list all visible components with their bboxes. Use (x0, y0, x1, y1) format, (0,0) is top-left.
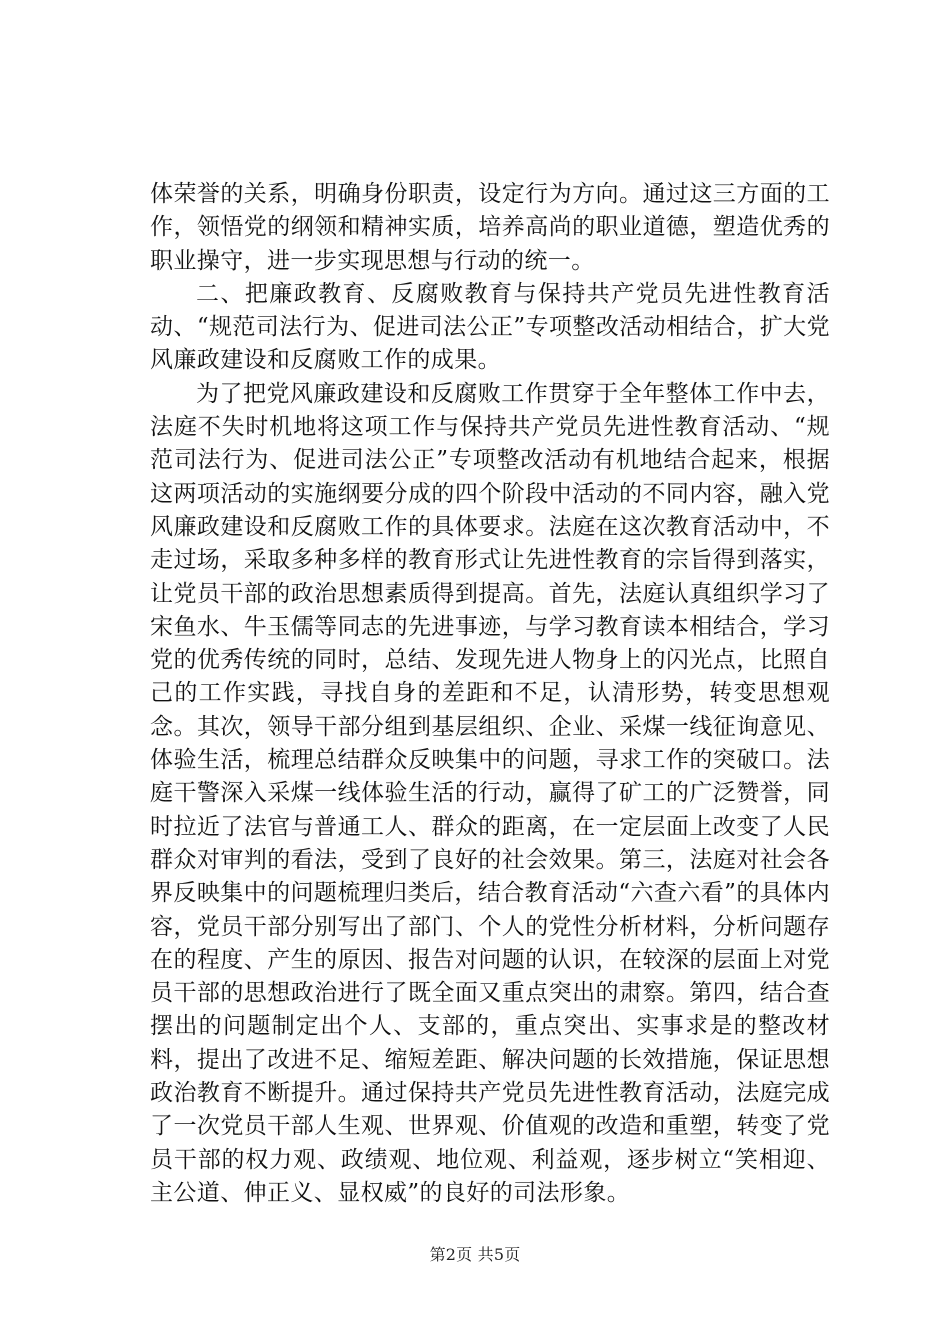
document-body (150, 178, 830, 1210)
paragraph-body: 为了把党风廉政建设和反腐败工作贯穿于全年整体工作中去，法庭不失时机地将这项工作与保持共产党员先进性教育活动、“规范司法行为、促进司法公正”专项整改活动有机地结合起来，根据这两项活动的实施纲要分成的四个阶段中活动的不同内容，融入党风廉政建设和反腐败工作的具体要求。法庭在这次教育活动中，不走过场，采取多种多样的教育形式让先进性教育的宗旨得到落实，让党员干部的政治思想素质得到提高。首先，法庭认真组织学习了宋鱼水、牛玉儒等同志的先进事迹，与学习教育读本相结合，学习党的优秀传统的同时，总结、发现先进人物身上的闪光点，比照自己的工作实践，寻找自身的差距和不足，认清形势，转变思想观念。其次，领导干部分组到基层组织、企业、采煤一线征询意见、体验生活，梳理总结群众反映集中的问题，寻求工作的突破口。法庭干警深入采煤一线体验生活的行动，赢得了矿工的广泛赞誉，同时拉近了法官与普通工人、群众的距离，在一定层面上改变了人民群众对审判的看法，受到了良好的社会效果。第三，法庭对社会各界反映集中的问题梳理归类后，结合教育活动“六查六看”的具体内容，党员干部分别写出了部门、个人的党性分析材料，分析问题存在的程度、产生的原因、报告对问题的认识，在较深的层面上对党员干部的思想政治进行了既全面又重点突出的肃察。第四，结合查摆出的问题制定出个人、支部的，重点突出、实事求是的整改材料，提出了改进不足、缩短差距、解决问题的长效措施，保证思想政治教育不断提升。通过保持共产党员先进性教育活动，法庭完成了一次党员干部人生观、世界观、价值观的改造和重塑，转变了党员干部的权力观、政绩观、地位观、利益观，逐步树立“笑相迎、主公道、伸正义、显权威”的良好的司法形象。 (150, 380, 830, 1206)
paragraph-continuation: 体荣誉的关系，明确身份职责，设定行为方向。通过这三方面的工作，领悟党的纲领和精神实质，培养高尚的职业道德，塑造优秀的职业操守，进一步实现思想与行动的统一。 (150, 181, 830, 274)
section-heading-two: 二、把廉政教育、反腐败教育与保持共产党员先进性教育活动、“规范司法行为、促进司法公正”专项整改活动相结合，扩大党风廉政建设和反腐败工作的成果。 (150, 280, 830, 374)
page-number-footer: 第2页 共5页 (429, 1245, 521, 1264)
